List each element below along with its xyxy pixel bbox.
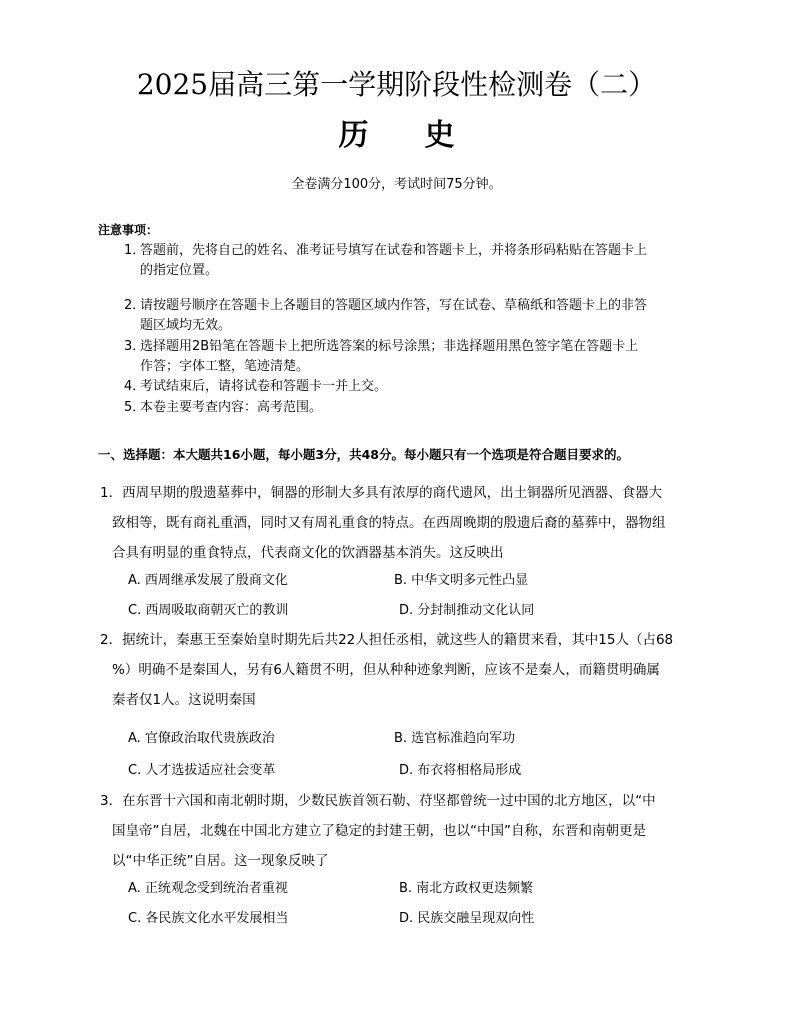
option-d: D. 布衣将相格局形成 bbox=[399, 763, 522, 778]
question-stem-line: %）明确不是秦国人，另有6人籍贯不明，但从种种迹象判断，应该不是秦人，而籍贯明确属 bbox=[112, 662, 660, 678]
note-item bbox=[124, 377, 704, 397]
question-stem-line: 以“中华正统”自居。这一现象反映了 bbox=[112, 853, 329, 869]
option-b: B. 中华文明多元性凸显 bbox=[394, 573, 529, 588]
question-stem-line: 2．据统计，秦惠王至秦始皇时期先后共22人担任丞相，就这些人的籍贯来看，其中15人（占68 bbox=[100, 632, 674, 648]
note-item bbox=[124, 241, 704, 281]
question-stem-line: 3．在东晋十六国和南北朝时期，少数民族首领石勒、苻坚都曾统一过中国的北方地区，以“中 bbox=[100, 793, 656, 809]
question-stem-line: 国皇帝”自居，北魏在中国北方建立了稳定的封建王朝，也以“中国”自称，东晋和南朝更是 bbox=[112, 823, 646, 839]
note-text: 答题前，先将自己的姓名、准考证号填写在试卷和答题卡上，并将条形码粘贴在答题卡上 bbox=[140, 243, 648, 258]
note-text: 选择题用2B铅笔在答题卡上把所选答案的标号涂黑；非选择题用黑色签字笔在答题卡上 bbox=[140, 339, 639, 354]
note-item bbox=[124, 296, 704, 336]
option-d: D. 民族交融呈现双向性 bbox=[399, 911, 535, 926]
question-stem-line: 合具有明显的重食特点，代表商文化的饮酒器基本消失。这反映出 bbox=[112, 545, 504, 561]
subject-title bbox=[0, 118, 793, 154]
question-1 bbox=[100, 478, 700, 568]
option-b: B. 南北方政权更迭频繁 bbox=[399, 881, 534, 896]
notes-heading: 注意事项： bbox=[98, 223, 159, 237]
note-text: 请按题号顺序在答题卡上各题目的答题区域内作答，写在试卷、草稿纸和答题卡上的非答 bbox=[140, 298, 648, 313]
question-3 bbox=[100, 786, 700, 876]
option-a: A. 西周继承发展了殷商文化 bbox=[128, 573, 288, 588]
note-number: 4． bbox=[124, 379, 146, 394]
question-stem-line: 致相等，既有商礼重酒，同时又有周礼重食的特点。在西周晚期的殷遗后裔的墓葬中，器物组 bbox=[112, 515, 666, 531]
note-number: 1． bbox=[124, 243, 146, 258]
note-number: 3． bbox=[124, 339, 146, 354]
subject-char-2: 史 bbox=[424, 118, 455, 153]
note-text: 考试结束后，请将试卷和答题卡一并上交。 bbox=[140, 379, 388, 394]
note-text: 本卷主要考查内容：高考范围。 bbox=[140, 400, 323, 415]
note-text-cont: 作答；字体工整，笔迹清楚。 bbox=[140, 359, 310, 374]
option-c: C. 西周吸取商朝灭亡的教训 bbox=[128, 603, 289, 618]
note-number: 2． bbox=[124, 298, 146, 313]
question-2 bbox=[100, 625, 700, 715]
note-text-cont: 题区域均无效。 bbox=[140, 318, 232, 333]
note-text-cont: 的指定位置。 bbox=[140, 263, 219, 278]
note-item bbox=[124, 398, 704, 418]
question-stem-line: 秦者仅1人。这说明秦国 bbox=[112, 692, 256, 708]
section-heading: 一、选择题：本大题共16小题，每小题3分，共48分。每小题只有一个选项是符合题目要求的。 bbox=[98, 447, 629, 462]
exam-title: 2025届高三第一学期阶段性检测卷（二） bbox=[136, 68, 657, 101]
question-stem-line: 1．西周早期的殷遗墓葬中，铜器的形制大多具有浓厚的商代遗风，出土铜器所见酒器、食器大 bbox=[100, 485, 663, 501]
option-c: C. 各民族文化水平发展相当 bbox=[128, 911, 289, 926]
option-a: A. 官僚政治取代贵族政治 bbox=[128, 731, 275, 746]
option-d: D. 分封制推动文化认同 bbox=[399, 603, 535, 618]
option-c: C. 人才选拔适应社会变革 bbox=[128, 763, 276, 778]
subject-char-1: 历 bbox=[338, 118, 369, 153]
note-item bbox=[124, 337, 704, 377]
option-b: B. 选官标准趋向军功 bbox=[394, 731, 516, 746]
option-a: A. 正统观念受到统治者重视 bbox=[128, 881, 288, 896]
exam-meta: 全卷满分100分，考试时间75分钟。 bbox=[291, 177, 502, 192]
note-number: 5． bbox=[124, 400, 146, 415]
